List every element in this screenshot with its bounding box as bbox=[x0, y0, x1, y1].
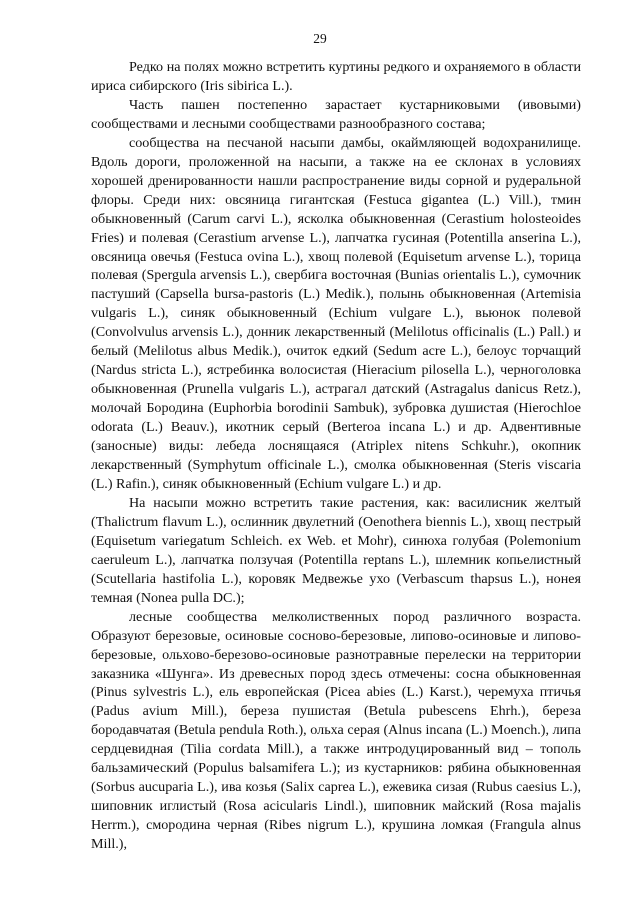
paragraph-arable-overgrowth: Часть пашен постепенно зарастает кустарниковыми (ивовыми) сообществами и лесными сообществами разнообразного состава; bbox=[91, 96, 581, 132]
paragraph-forest-communities: лесные сообщества мелколиственных пород различного возраста. Образуют березовые, осиновые сосново-березовые, липово-осиновые и липово-березовые, ольхово-березово-осиновые разнотравные перелески на территории заказника «Шунга». Из древесных пород здесь отмечены: сосна обыкновенная (Pinus sylvestris L.), ель европейская (Picea abies (L.) Karst.), черемуха птичья (Padus avium Mill.), береза пушистая (Betula pubescens Ehrh.), береза бородавчатая (Betula pendula Roth.), ольха серая (Alnus incana (L.) Moench.), липа сердцевидная (Tilia cordata Mill.), а также интродуцированный вид – тополь бальзамический (Populus balsamifera L.); из кустарников: рябина обыкновенная (Sorbus aucuparia L.), ива козья (Salix caprea L.), ежевика сизая (Rubus caesius L.), шиповник иглистый (Rosa acicularis Lindl.), шиповник майский (Rosa majalis Herrm.), смородина черная (Ribes nigrum L.), крушина ломкая (Frangula alnus Mill.), bbox=[91, 608, 581, 853]
paragraph-embankment-plants: На насыпи можно встретить такие растения, как: василисник желтый (Thalictrum flavum L.), ослинник двулетний (Oenothera biennis L.), хвощ пестрый (Equisetum variegatum Schleich. ex Web. et Mohr), синюха голубая (Polemonium caeruleum L.), лапчатка ползучая (Potentilla reptans L.), шлемник копьелистный (Scutellaria hastifolia L.), коровяк Медвежье ухо (Verbascum thapsus L.), нонея темная (Nonea pulla DC.); bbox=[91, 494, 581, 606]
paragraph-iris: Редко на полях можно встретить куртины редкого и охраняемого в области ириса сибирского (Iris sibirica L.). bbox=[91, 59, 581, 94]
paragraph-dam-communities: сообщества на песчаной насыпи дамбы, окаймляющей водохранилище. Вдоль дороги, проложенной на насыпи, а также на ее склонах в условиях хорошей дренированности нашли распространение виды сорной и рудеральной флоры. Среди них: овсяница гигантская (Festuca gigantea (L.) Vill.), тмин обыкновенный (Carum carvi L.), ясколка обыкновенная (Cerastium holosteoides Fries) и полевая (Cerastium arvense L.), лапчатка гусиная (Potentilla anserina L.), овсяница овечья (Festuca ovina L.), хвощ полевой (Equisetum arvense L.), торица полевая (Spergula arvensis L.), свербига восточная (Bunias orientalis L.), сумочник пастуший (Capsella bursa-pastoris (L.) Medik.), полынь обыкновенная (Artemisia vulgaris L.), синяк обыкновенный (Echium vulgare L.), вьюнок полевой (Convolvulus arvensis L.), донник лекарственный (Melilotus officinalis (L.) Pall.) и белый (Melilotus albus Medik.), очиток едкий (Sedum acre L.), белоус торчащий (Nardus stricta L.), ястребинка волосистая (Hieracium pilosella L.), черноголовка обыкновенная (Prunella vulgaris L.), астрагал датский (Astragalus danicus Retz.), молочай Бородина (Euphorbia borodinii Sambuk), зубровка душистая (Hierochloe odorata (L.) Beauv.), икотник серый (Berteroa incana L.) и др. Адвентивные (заносные) виды: лебеда лоснящаяся (Atriplex nitens Schkuhr.), окопник лекарственный (Symphytum officinale L.), смолка обыкновенная (Steris viscaria (L.) Rafin.), синяк обыкновенный (Echium vulgare L.) и др. bbox=[91, 134, 581, 492]
body-text bbox=[91, 58, 581, 854]
page-number: 29 bbox=[313, 31, 327, 46]
